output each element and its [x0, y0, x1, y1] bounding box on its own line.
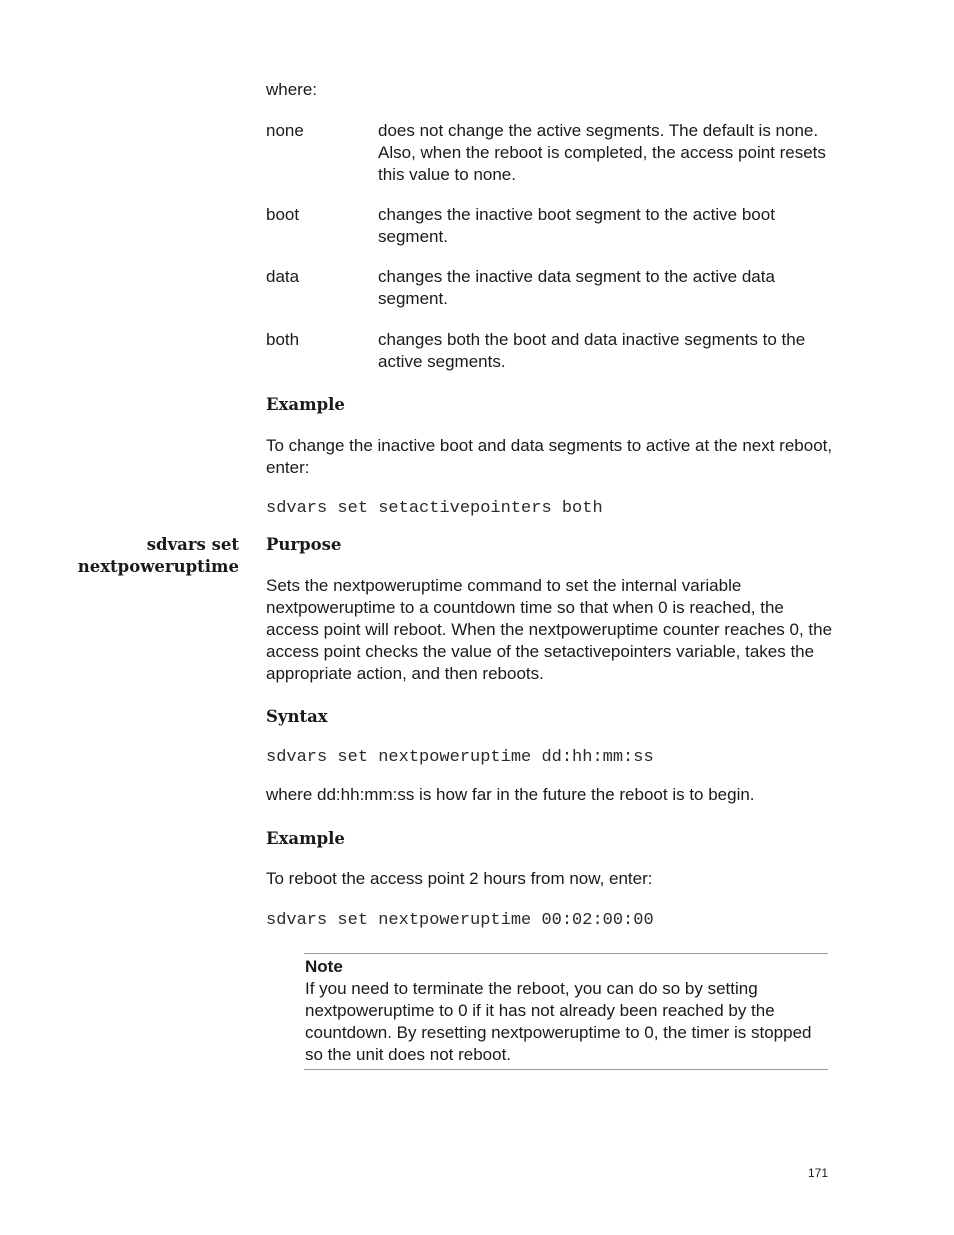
definition-term-none: none — [266, 121, 304, 140]
purpose-text: Sets the nextpoweruptime command to set the internal variable nextpoweruptime to a countdown time so that when 0 is reached, the access point will reboot. When the nextpoweruptime counter reaches 0, the access point checks the value of the setactivepointers variable, takes the appropriate action, and then reboots. — [266, 576, 833, 683]
definition-text-none: does not change the active segments. The default is none. Also, when the reboot is completed, the access point resets this value to none. — [378, 121, 826, 184]
section-title — [40, 534, 239, 578]
definition-term-both: both — [266, 330, 300, 349]
note-title: Note — [305, 957, 343, 976]
note-text: If you need to terminate the reboot, you can do so by setting nextpoweruptime to 0 if it has not already been reached by the countdown. By resetting nextpoweruptime to 0, the timer is stopped so the unit does not reboot. — [305, 979, 812, 1064]
intro-text: where: — [266, 80, 318, 99]
example-code: sdvars set setactivepointers both — [266, 499, 603, 518]
definition-text-boot: changes the inactive boot segment to the active boot segment. — [378, 205, 775, 246]
note-box — [304, 953, 828, 1070]
purpose-heading: Purpose — [266, 535, 342, 554]
definition-text-both: changes both the boot and data inactive segments to the active segments. — [378, 330, 806, 371]
section-title-line2: nextpoweruptime — [77, 557, 239, 576]
definition-term-boot: boot — [266, 205, 300, 224]
syntax-heading: Syntax — [266, 707, 328, 726]
page-number: 171 — [807, 1166, 828, 1180]
example-heading: Example — [266, 395, 345, 414]
example-code-2: sdvars set nextpoweruptime 00:02:00:00 — [266, 911, 654, 930]
syntax-text: where dd:hh:mm:ss is how far in the future the reboot is to begin. — [266, 785, 755, 804]
section-title-line1: sdvars set — [146, 535, 239, 554]
example-text: To change the inactive boot and data segments to active at the next reboot, enter: — [266, 436, 833, 477]
example-text-2: To reboot the access point 2 hours from now, enter: — [266, 869, 653, 888]
syntax-code: sdvars set nextpoweruptime dd:hh:mm:ss — [266, 748, 654, 767]
example-heading-2: Example — [266, 829, 345, 848]
definition-text-data: changes the inactive data segment to the active data segment. — [378, 267, 775, 308]
definition-term-data: data — [266, 267, 300, 286]
